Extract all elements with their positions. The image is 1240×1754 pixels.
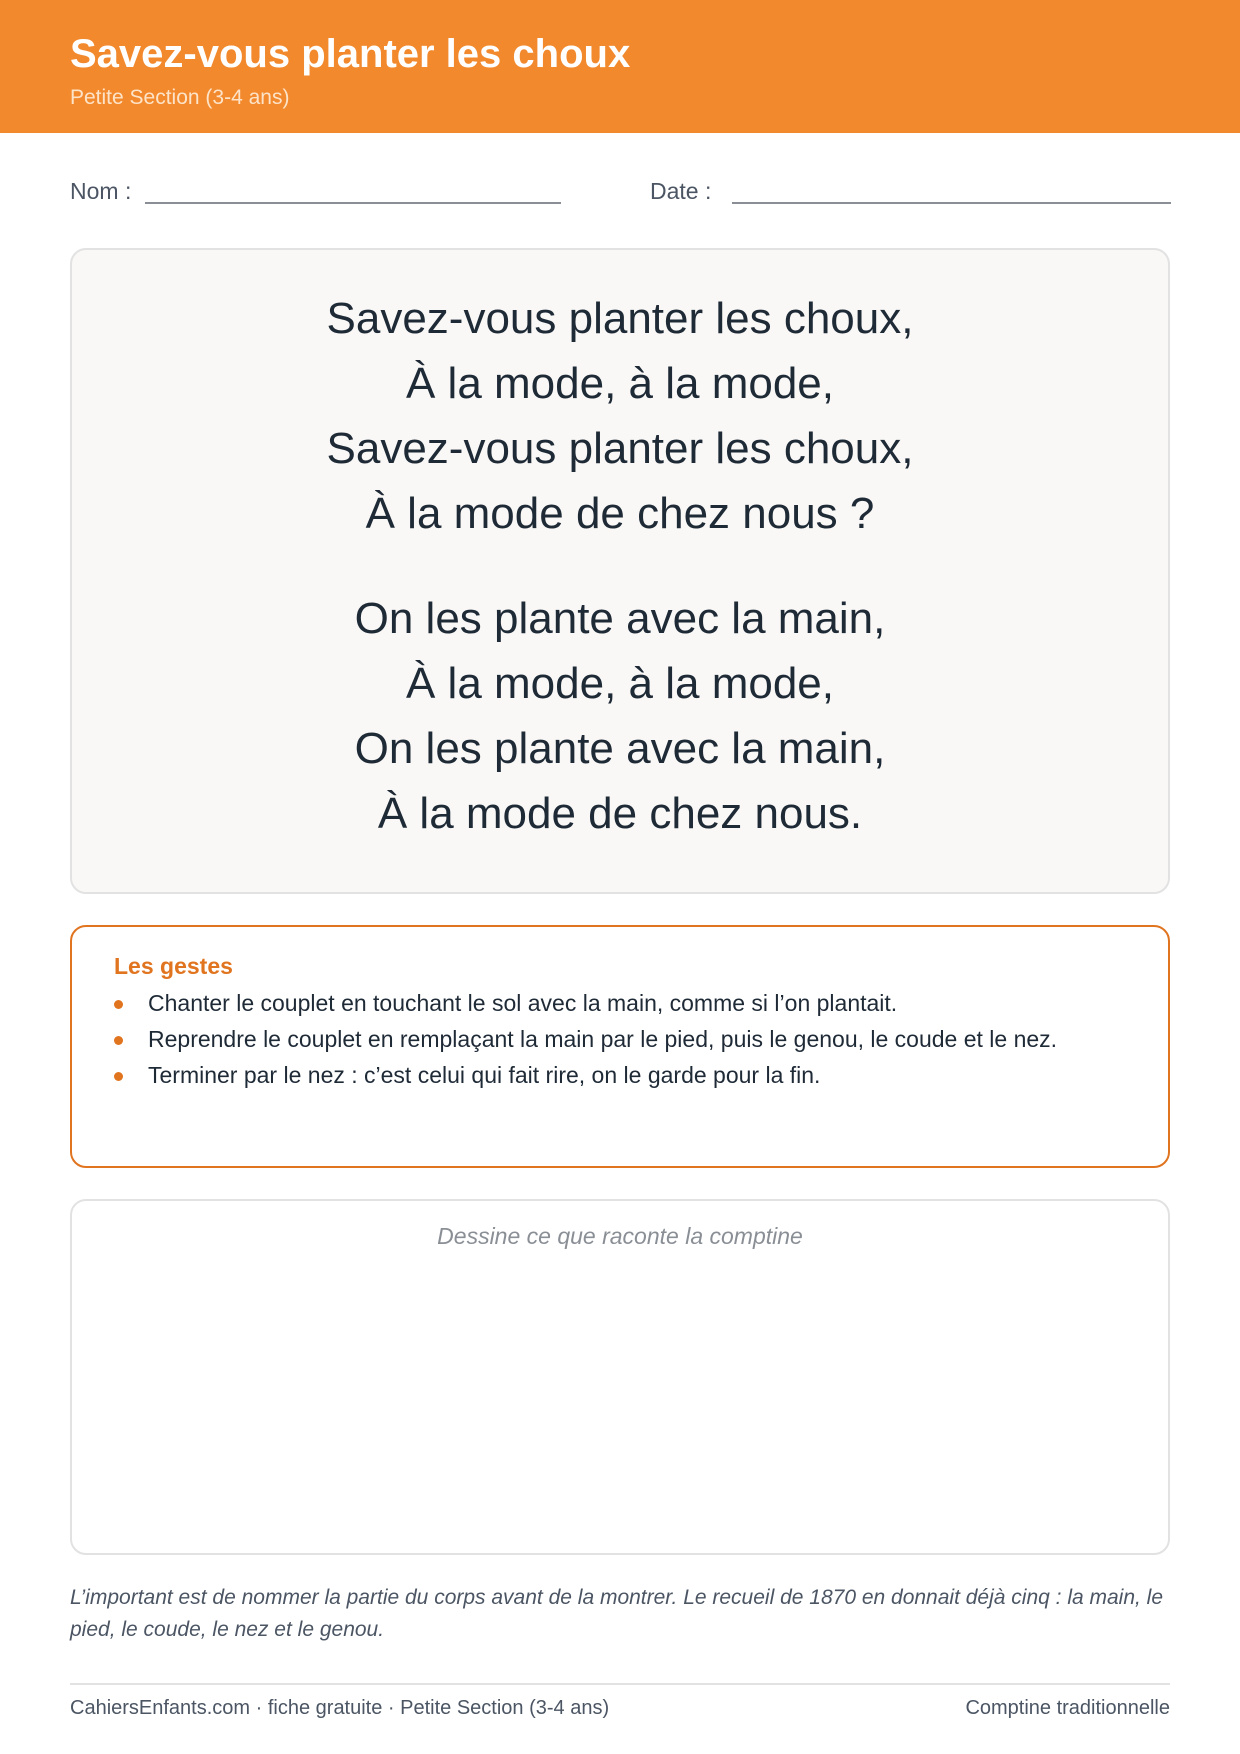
poem-line: À la mode, à la mode, [405, 359, 834, 408]
gestes-list [114, 985, 1114, 1093]
poem-line: À la mode de chez nous ? [365, 489, 875, 538]
footer-divider [70, 1683, 1170, 1685]
list-item-text: Chanter le couplet en touchant le sol avec la main, comme si l’on plantait. [148, 990, 898, 1016]
name-line[interactable] [145, 202, 561, 204]
date-line[interactable] [732, 202, 1171, 204]
bullet-icon [114, 1036, 123, 1045]
poem-line: À la mode de chez nous. [377, 789, 863, 838]
list-item [114, 1021, 1114, 1057]
poem-line: On les plante avec la main, [354, 594, 886, 643]
drawing-area[interactable] [70, 1199, 1170, 1555]
footer-left: CahiersEnfants.com · fiche gratuite · Petite Section (3-4 ans) [70, 1697, 610, 1719]
list-item-text: Reprendre le couplet en remplaçant la main par le pied, puis le genou, le coude et le nez. [148, 1026, 1058, 1052]
poem-line: Savez-vous planter les choux, [326, 424, 914, 473]
poem-line: Savez-vous planter les choux, [326, 294, 914, 343]
gestes-title: Les gestes [114, 953, 233, 979]
page-title: Savez-vous planter les choux [70, 32, 631, 76]
stanza-1 [72, 286, 1168, 546]
name-label: Nom : [70, 178, 132, 204]
list-item-text: Terminer par le nez : c’est celui qui fait rire, on le garde pour la fin. [148, 1062, 821, 1088]
drawing-caption: Dessine ce que raconte la comptine [437, 1223, 803, 1249]
poem-line: À la mode, à la mode, [405, 659, 834, 708]
list-item [114, 985, 1114, 1021]
stanza-2 [72, 586, 1168, 846]
page-subtitle: Petite Section (3-4 ans) [70, 86, 290, 109]
bullet-icon [114, 1000, 123, 1009]
date-label: Date : [650, 178, 712, 204]
teacher-note: L’important est de nommer la partie du corps avant de la montrer. Le recueil de 1870 en donnait déjà cinq : la main, le pied, le coude, le nez et le genou. [70, 1586, 1164, 1641]
gestes-box [70, 925, 1170, 1168]
footer-right: Comptine traditionnelle [965, 1697, 1170, 1719]
poem-box [70, 248, 1170, 894]
bullet-icon [114, 1072, 123, 1081]
list-item [114, 1057, 1114, 1093]
page-header [0, 0, 1240, 133]
poem-line: On les plante avec la main, [354, 724, 886, 773]
